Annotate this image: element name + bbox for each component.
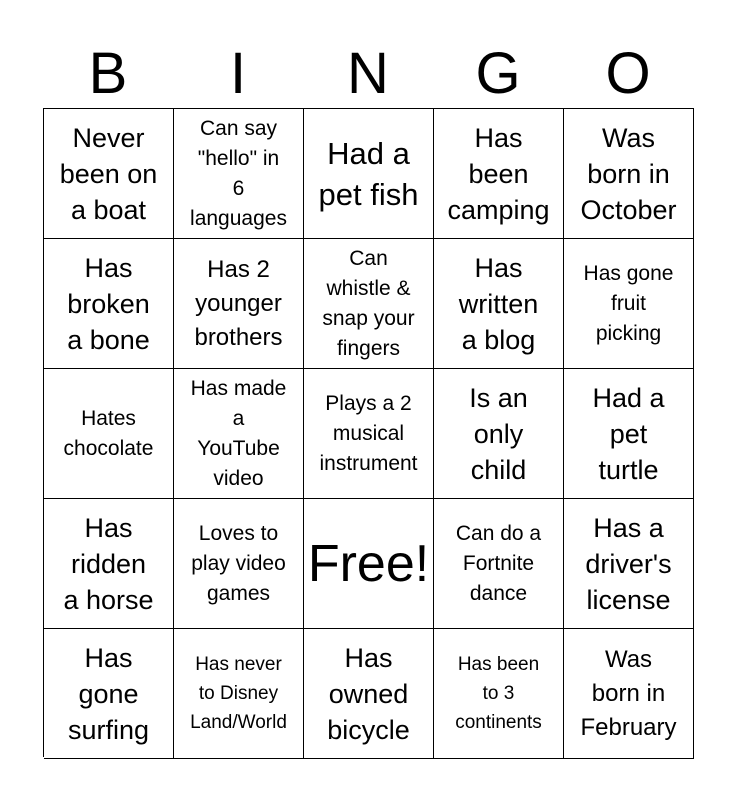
bingo-cell (564, 499, 694, 629)
cell-text: Never been on a boat (59, 122, 158, 225)
free-cell (304, 499, 434, 629)
bingo-cell (434, 499, 564, 629)
cell-text: Has gone surfing (67, 642, 150, 745)
cell-text: Had a pet turtle (592, 382, 665, 485)
bingo-cell (44, 239, 174, 369)
bingo-cell (174, 499, 304, 629)
bingo-header (43, 40, 693, 108)
bingo-cell (564, 109, 694, 239)
bingo-cell (304, 239, 434, 369)
bingo-cell (304, 109, 434, 239)
cell-text: Has been to 3 continents (455, 654, 542, 733)
cell-text: Can say "hello" in 6 languages (190, 116, 287, 230)
bingo-cell (564, 369, 694, 499)
bingo-cell (44, 499, 174, 629)
header-letter-g: G (475, 41, 521, 106)
cell-text: Is an only child (469, 382, 528, 485)
bingo-cell (174, 239, 304, 369)
cell-text: Can do a Fortnite dance (455, 521, 542, 605)
bingo-cell (44, 109, 174, 239)
cell-text: Loves to play video games (191, 521, 286, 605)
bingo-cell (434, 369, 564, 499)
bingo-grid (43, 108, 694, 757)
cell-text: Has a driver's license (585, 512, 672, 615)
header-letter-b: B (88, 41, 128, 106)
bingo-cell (304, 629, 434, 759)
cell-text: Plays a 2 musical instrument (319, 391, 418, 475)
cell-text: Had a pet fish (318, 135, 419, 212)
cell-text: Can whistle & snap your fingers (322, 246, 415, 360)
bingo-cell (434, 109, 564, 239)
bingo-cell (174, 629, 304, 759)
bingo-cell (434, 239, 564, 369)
bingo-cell (44, 369, 174, 499)
cell-text: Has 2 younger brothers (194, 255, 283, 351)
cell-text: Has made a YouTube video (190, 376, 287, 490)
header-letter-i: I (229, 41, 247, 106)
bingo-cell (304, 369, 434, 499)
cell-text: Was born in October (580, 122, 677, 225)
cell-text: Has been camping (447, 122, 550, 225)
bingo-cell (174, 369, 304, 499)
bingo-cell (174, 109, 304, 239)
cell-text: Has gone fruit picking (583, 261, 674, 345)
cell-text: Has ridden a horse (63, 512, 154, 615)
free-text: Free! (307, 534, 430, 593)
header-letter-n: N (347, 41, 389, 106)
header-letter-o: O (605, 41, 651, 106)
cell-text: Has owned bicycle (327, 642, 410, 745)
cell-text: Has never to Disney Land/World (190, 654, 287, 733)
bingo-cell (434, 629, 564, 759)
cell-text: Has broken a bone (67, 252, 150, 355)
bingo-cell (44, 629, 174, 759)
cell-text: Hates chocolate (63, 406, 154, 460)
bingo-cell (564, 239, 694, 369)
bingo-cell (564, 629, 694, 759)
cell-text: Was born in February (580, 645, 677, 741)
cell-text: Has written a blog (458, 252, 539, 355)
